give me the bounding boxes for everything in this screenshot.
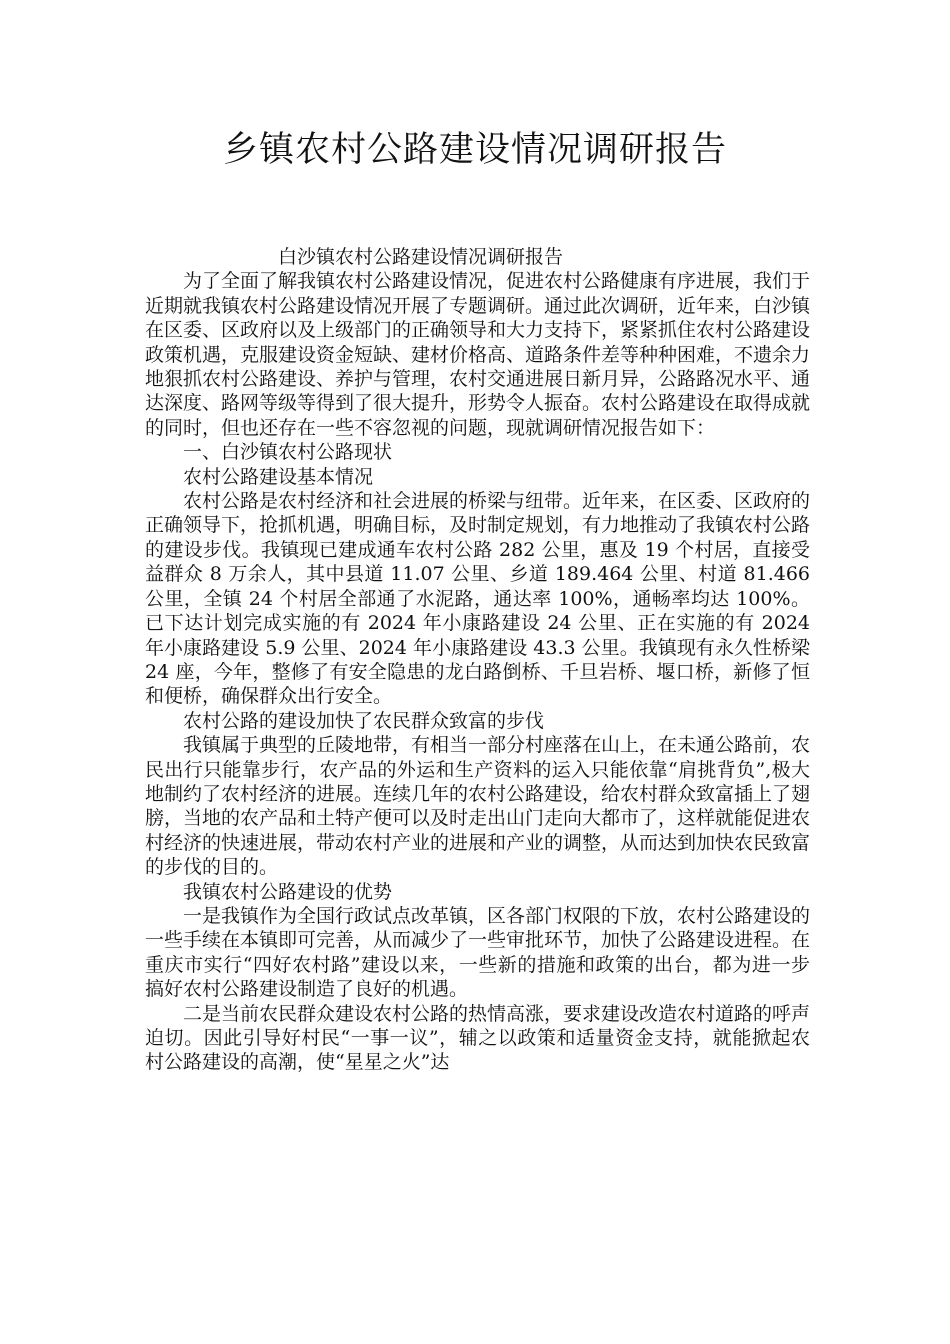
section-heading-status: 一、白沙镇农村公路现状 (183, 441, 393, 464)
advantage-paragraph-2: 二是当前农民群众建设农村公路的热情高涨，要求建设改造农村道路的呼声迫切。因此引导好村民“一事一议”，辅之以政策和适量资金支持，就能掀起农村公路建设的高潮，使“星星之火”达 (145, 1002, 811, 1074)
subheading-basic-situation: 农村公路建设基本情况 (183, 465, 374, 488)
document-body (145, 245, 810, 1075)
document-subtitle: 白沙镇农村公路建设情况调研报告 (278, 246, 564, 268)
subheading-advantages: 我镇农村公路建设的优势 (183, 880, 393, 903)
prosperity-paragraph: 我镇属于典型的丘陵地带，有相当一部分村座落在山上，在未通公路前，农民出行只能靠步行，农产品的外运和生产资料的运入只能依靠“肩挑背负”,极大地制约了农村经济的进展。连续几年的农村公路建设，给农村群众致富插上了翅膀，当地的农产品和土特产便可以及时走出山门走向大都市了，这样就能促进农村经济的快速进展，带动农村产业的进展和产业的调整，从而达到加快农民致富的步伐的目的。 (145, 734, 811, 879)
basic-situation-paragraph: 农村公路是农村经济和社会进展的桥梁与纽带。近年来，在区委、区政府的正确领导下，抢抓机遇，明确目标，及时制定规划，有力地推动了我镇农村公路的建设步伐。我镇现已建成通车农村公路 282 公里，惠及 19 个村居，直接受益群众 8 万余人，其中县道 11.07 公里、乡道 189.464 公里、村道 81.466 公里，全镇 24 个村居全部通了水泥路，通达率 100%，通畅率均达 100%。已下达计划完成实施的有 2024 年小康路建设 24 公里、正在实施的有 2024 年小康路建设 5.9 公里、2024 年小康路建设 43.3 公里。我镇现有永久性桥梁 24 座，今年，整修了有安全隐患的龙白路倒桥、千旦岩桥、堰口桥，新修了恒和便桥，确保群众出行安全。 (145, 490, 811, 708)
subheading-prosperity: 农村公路的建设加快了农民群众致富的步伐 (183, 709, 545, 732)
intro-paragraph: 为了全面了解我镇农村公路建设情况，促进农村公路健康有序进展，我们于近期就我镇农村公路建设情况开展了专题调研。通过此次调研，近年来，白沙镇在区委、区政府以及上级部门的正确领导和大力支持下，紧紧抓住农村公路建设政策机遇，克服建设资金短缺、建材价格高、道路条件差等种种困难，不遗余力地狠抓农村公路建设、养护与管理，农村交通进展日新月异，公路路况水平、通达深度、路网等级等得到了很大提升，形势令人振奋。农村公路建设在取得成就的同时，但也还存在一些不容忽视的问题，现就调研情况报告如下： (145, 270, 811, 439)
document-title: 乡镇农村公路建设情况调研报告 (222, 130, 727, 170)
advantage-paragraph-1: 一是我镇作为全国行政试点改革镇，区各部门权限的下放，农村公路建设的一些手续在本镇即可完善，从而减少了一些审批环节，加快了公路建设进程。在重庆市实行“四好农村路”建设以来，一些新的措施和政策的出台，都为进一步搞好农村公路建设制造了良好的机遇。 (145, 904, 811, 1001)
